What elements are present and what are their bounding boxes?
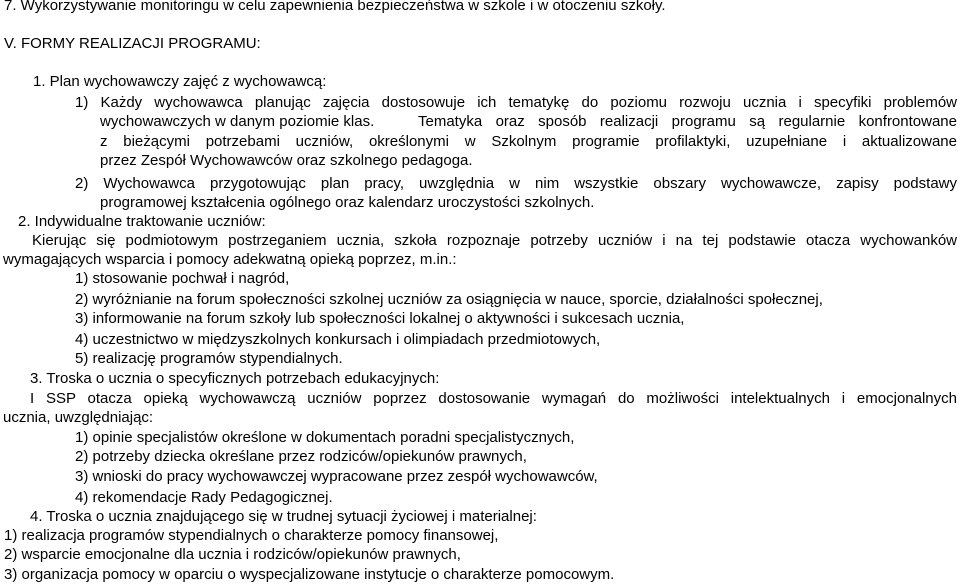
list-item: 2) wsparcie emocjonalne dla ucznia i rodziców/opiekunów prawnych,: [4, 546, 461, 563]
list-item: 4) uczestnictwo w międzyszkolnych konkursach i olimpiadach przedmiotowych,: [75, 331, 601, 348]
paragraph-line: przez Zespół Wychowawców oraz szkolnego pedagoga.: [100, 152, 473, 169]
list-item: 3) informowanie na forum szkoły lub społeczności lokalnej o aktywności i sukcesach ucznia,: [75, 310, 685, 327]
item-title-1: 1. Plan wychowawczy zajęć z wychowawcą:: [33, 73, 327, 90]
paragraph-line: 1) Każdy wychowawca planując zajęcia dostosowuje ich tematykę do poziomu rozwoju ucznia i specyfiki problemów: [75, 94, 957, 111]
list-item: 4) rekomendacje Rady Pedagogicznej.: [75, 489, 333, 506]
list-item: 1) realizacja programów stypendialnych o charakterze pomocy finansowej,: [4, 527, 499, 544]
item-title-2: 2. Indywidualne traktowanie uczniów:: [18, 213, 266, 230]
paragraph-line: Tematyka oraz sposób realizacji programu są regularnie konfrontowane: [418, 113, 957, 130]
list-item: 2) wyróżnianie na forum społeczności szkolnej uczniów za osiągnięcia w nauce, sporcie, działalności społecznej,: [75, 291, 823, 308]
paragraph-line: I SSP otacza opieką wychowawczą uczniów poprzez dostosowanie wymagań do możliwości intelektualnych i emocjonalnych: [30, 390, 957, 407]
paragraph-line: z bieżącymi potrzebami uczniów, określonymi w Szkolnym programie profilaktyki, uzupełniane i aktualizowane: [100, 133, 957, 150]
paragraph-line: ucznia, uwzględniając:: [3, 409, 154, 426]
list-item: 5) realizację programów stypendialnych.: [75, 350, 343, 367]
item-title-4: 4. Troska o ucznia znajdującego się w trudnej sytuacji życiowej i materialnej:: [30, 508, 537, 525]
section-heading-7: 7. Wykorzystywanie monitoringu w celu zapewnienia bezpieczeństwa w szkole i w otoczeniu szkoły.: [4, 0, 666, 14]
list-item: 3) organizacja pomocy w oparciu o wyspecjalizowane instytucje o charakterze pomocowym.: [4, 566, 615, 583]
paragraph-line: programowej kształcenia ogólnego oraz kalendarz uroczystości szkolnych.: [100, 194, 595, 211]
list-item: 1) stosowanie pochwał i nagród,: [75, 270, 290, 287]
paragraph-line: wymagających wsparcia i pomocy adekwatną opieką poprzez, m.in.:: [3, 251, 457, 268]
item-title-3: 3. Troska o ucznia o specyficznych potrzebach edukacyjnych:: [30, 370, 440, 387]
paragraph-line: Kierując się podmiotowym postrzeganiem ucznia, szkoła rozpoznaje potrzeby uczniów i na tej podstawie otacza wychowanków: [32, 232, 957, 249]
list-item: 1) opinie specjalistów określone w dokumentach poradni specjalistycznych,: [75, 429, 575, 446]
list-item: 2) potrzeby dziecka określane przez rodziców/opiekunów prawnych,: [75, 448, 527, 465]
paragraph-line: wychowawczych w danym poziomie klas.: [100, 113, 375, 130]
list-item: 3) wnioski do pracy wychowawczej wypracowane przez zespół wychowawców,: [75, 468, 598, 485]
paragraph-line: 2) Wychowawca przygotowując plan pracy, uwzględnia w nim wszystkie obszary wychowawcze, zapisy podstawy: [75, 175, 957, 192]
section-heading-v: V. FORMY REALIZACJI PROGRAMU:: [4, 35, 261, 52]
